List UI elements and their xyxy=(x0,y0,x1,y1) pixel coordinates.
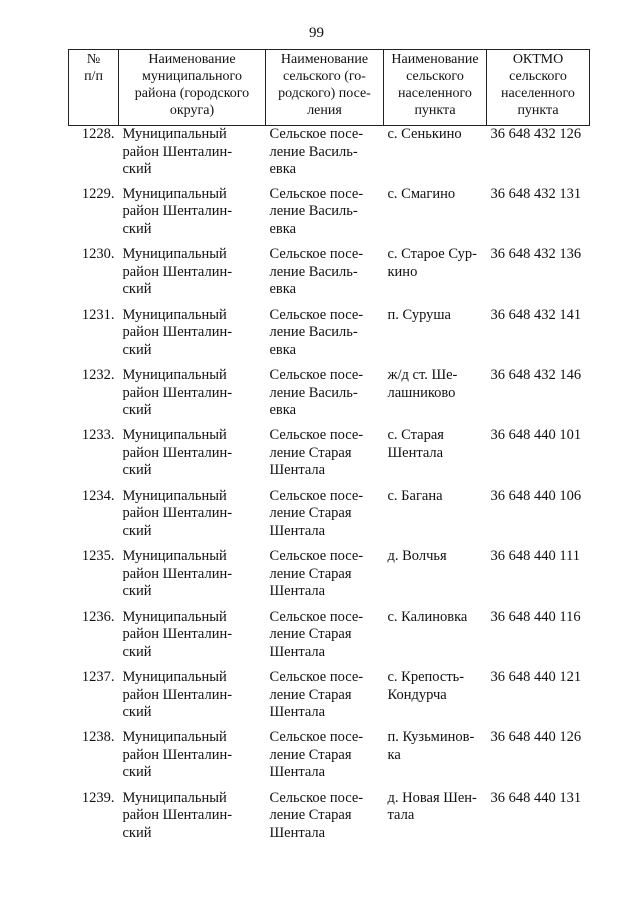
cell-line: район Шенталин- xyxy=(122,505,233,522)
cell-line: ский xyxy=(122,824,152,841)
header-locality xyxy=(384,50,487,126)
oktmo-cell: 36 648 432 131 xyxy=(490,185,582,202)
cell-line: Шентала xyxy=(269,824,326,841)
oktmo-cell: 36 648 432 136 xyxy=(490,246,582,263)
cell-line: ский xyxy=(122,764,152,781)
header-line: района (городского xyxy=(134,86,250,101)
district-cell xyxy=(119,126,266,186)
cell-line: район Шенталин- xyxy=(122,746,233,763)
cell-line: Муниципальный xyxy=(122,246,227,263)
header-line: Наименование xyxy=(280,52,369,67)
row-number: 1234. xyxy=(81,487,115,504)
header-line: ления xyxy=(307,103,342,118)
header-oktmo xyxy=(487,50,590,126)
settlement-cell xyxy=(266,246,384,306)
cell-line: Муниципальный xyxy=(122,789,227,806)
row-number: 1239. xyxy=(81,789,115,806)
row-number: 1238. xyxy=(81,729,115,746)
cell-line: с. Багана xyxy=(387,487,443,504)
row-number: 1231. xyxy=(81,306,115,323)
district-cell xyxy=(119,548,266,608)
district-cell xyxy=(119,669,266,729)
table-row xyxy=(69,307,590,367)
oktmo-cell: 36 648 440 101 xyxy=(490,427,582,444)
cell-line: Муниципальный xyxy=(122,548,227,565)
cell-line: ление Василь- xyxy=(269,143,358,160)
oktmo-cell: 36 648 432 146 xyxy=(490,367,582,384)
district-cell xyxy=(119,186,266,246)
locality-cell xyxy=(384,609,487,669)
row-number: 1229. xyxy=(81,185,115,202)
locality-cell xyxy=(384,669,487,729)
table-row xyxy=(69,729,590,789)
cell-line: ский xyxy=(122,220,152,237)
table-row xyxy=(69,427,590,487)
settlement-cell xyxy=(266,367,384,427)
locality-cell xyxy=(384,548,487,608)
district-cell xyxy=(119,427,266,487)
settlement-cell xyxy=(266,307,384,367)
table-row xyxy=(69,488,590,548)
header-line: муниципального xyxy=(142,69,242,84)
district-cell xyxy=(119,609,266,669)
cell-line: ление Старая xyxy=(269,807,352,824)
header-line: пункта xyxy=(414,103,456,118)
page-number: 99 xyxy=(309,25,324,41)
cell-line: ление Старая xyxy=(269,746,352,763)
district-cell xyxy=(119,367,266,427)
cell-line: район Шенталин- xyxy=(122,444,233,461)
cell-line: евка xyxy=(269,281,297,298)
cell-line: евка xyxy=(269,341,297,358)
settlement-cell xyxy=(266,186,384,246)
cell-line: Муниципальный xyxy=(122,427,227,444)
header-line: сельского xyxy=(406,69,464,84)
cell-line: Шентала xyxy=(269,643,326,660)
table-row xyxy=(69,186,590,246)
locality-cell xyxy=(384,126,487,186)
settlement-cell xyxy=(266,548,384,608)
cell-line: Шентала xyxy=(269,583,326,600)
table-row xyxy=(69,548,590,608)
header-line: сельского xyxy=(509,69,567,84)
header-settlement xyxy=(266,50,384,126)
cell-line: п. Кузьминов- xyxy=(387,729,475,746)
row-number: 1228. xyxy=(81,126,115,142)
table-row xyxy=(69,246,590,306)
cell-line: ский xyxy=(122,522,152,539)
locality-cell xyxy=(384,427,487,487)
cell-line: район Шенталин- xyxy=(122,384,233,401)
cell-line: Муниципальный xyxy=(122,367,227,384)
cell-line: ление Старая xyxy=(269,565,352,582)
cell-line: ление Старая xyxy=(269,505,352,522)
header-line: Наименование xyxy=(148,52,236,67)
settlement-cell xyxy=(266,427,384,487)
row-number: 1237. xyxy=(81,669,115,686)
header-num xyxy=(69,50,119,126)
oktmo-cell: 36 648 440 126 xyxy=(490,729,582,746)
locality-cell xyxy=(384,790,487,850)
cell-line: кино xyxy=(387,263,418,280)
cell-line: евка xyxy=(269,220,297,237)
cell-line: Муниципальный xyxy=(122,608,227,625)
header-district xyxy=(119,50,266,126)
oktmo-cell: 36 648 440 106 xyxy=(490,487,582,504)
district-cell xyxy=(119,729,266,789)
cell-line: ка xyxy=(387,746,401,763)
locality-cell xyxy=(384,729,487,789)
settlement-cell xyxy=(266,790,384,850)
cell-line: Сельское посе- xyxy=(269,789,364,806)
row-number: 1230. xyxy=(81,246,115,263)
cell-line: Сельское посе- xyxy=(269,427,364,444)
header-line: родского) посе- xyxy=(278,86,371,101)
cell-line: Сельское посе- xyxy=(269,608,364,625)
header-line: пункта xyxy=(517,103,559,118)
row-number: 1233. xyxy=(81,427,115,444)
header-line: сельского (го- xyxy=(283,69,366,84)
oktmo-cell: 36 648 440 131 xyxy=(490,789,582,806)
cell-line: ский xyxy=(122,643,152,660)
row-number: 1235. xyxy=(81,548,115,565)
locality-cell xyxy=(384,186,487,246)
cell-line: с. Сенькино xyxy=(387,126,462,142)
cell-line: район Шенталин- xyxy=(122,324,233,341)
cell-line: д. Новая Шен- xyxy=(387,789,477,806)
cell-line: ление Василь- xyxy=(269,263,358,280)
table-row xyxy=(69,669,590,729)
cell-line: ление Василь- xyxy=(269,324,358,341)
cell-line: район Шенталин- xyxy=(122,565,233,582)
table-row xyxy=(69,126,590,186)
cell-line: Муниципальный xyxy=(122,306,227,323)
table-row xyxy=(69,367,590,427)
cell-line: ский xyxy=(122,402,152,419)
settlement-cell xyxy=(266,609,384,669)
cell-line: ж/д ст. Ше- xyxy=(387,367,458,384)
settlement-cell xyxy=(266,729,384,789)
settlements-table xyxy=(68,49,590,850)
header-line: населенного xyxy=(398,86,472,101)
row-number: 1232. xyxy=(81,367,115,384)
oktmo-cell: 36 648 440 111 xyxy=(490,548,581,565)
cell-line: район Шенталин- xyxy=(122,203,233,220)
oktmo-cell: 36 648 440 116 xyxy=(490,608,581,625)
cell-line: с. Калиновка xyxy=(387,608,468,625)
cell-line: Шентала xyxy=(269,462,326,479)
cell-line: евка xyxy=(269,161,297,177)
district-cell xyxy=(119,488,266,548)
locality-cell xyxy=(384,307,487,367)
cell-line: Муниципальный xyxy=(122,729,227,746)
cell-line: с. Старая xyxy=(387,427,444,444)
cell-line: Сельское посе- xyxy=(269,669,364,686)
district-cell xyxy=(119,307,266,367)
locality-cell xyxy=(384,246,487,306)
cell-line: Сельское посе- xyxy=(269,126,364,142)
district-cell xyxy=(119,790,266,850)
header-line: населенного xyxy=(501,86,575,101)
cell-line: Сельское посе- xyxy=(269,185,364,202)
cell-line: район Шенталин- xyxy=(122,263,233,280)
table-body xyxy=(69,126,590,851)
locality-cell xyxy=(384,488,487,548)
cell-line: ление Старая xyxy=(269,626,352,643)
cell-line: ский xyxy=(122,704,152,721)
cell-line: ление Василь- xyxy=(269,384,358,401)
cell-line: Шентала xyxy=(269,522,326,539)
cell-line: п. Суруша xyxy=(387,306,451,323)
cell-line: тала xyxy=(387,807,415,824)
cell-line: д. Волчья xyxy=(387,548,447,565)
oktmo-cell: 36 648 440 121 xyxy=(490,669,582,686)
table-header xyxy=(69,50,590,126)
header-line: ОКТМО xyxy=(512,52,564,67)
cell-line: Сельское посе- xyxy=(269,487,364,504)
header-line: № xyxy=(86,52,101,67)
table-row xyxy=(69,790,590,850)
header-row xyxy=(69,50,590,126)
header-line: округа) xyxy=(169,103,215,118)
cell-line: с. Старое Сур- xyxy=(387,246,477,263)
cell-line: ский xyxy=(122,583,152,600)
district-cell xyxy=(119,246,266,306)
cell-line: ский xyxy=(122,341,152,358)
oktmo-cell: 36 648 432 141 xyxy=(490,306,582,323)
cell-line: район Шенталин- xyxy=(122,686,233,703)
header-line: Наименование xyxy=(391,52,479,67)
table-row xyxy=(69,609,590,669)
settlement-cell xyxy=(266,669,384,729)
cell-line: ление Старая xyxy=(269,686,352,703)
cell-line: Шентала xyxy=(269,704,326,721)
cell-line: Сельское посе- xyxy=(269,548,364,565)
header-line: п/п xyxy=(84,69,103,84)
cell-line: Сельское посе- xyxy=(269,306,364,323)
settlement-cell xyxy=(266,488,384,548)
cell-line: с. Крепость- xyxy=(387,669,465,686)
cell-line: с. Смагино xyxy=(387,185,456,202)
cell-line: Муниципальный xyxy=(122,487,227,504)
locality-cell xyxy=(384,367,487,427)
cell-line: Шентала xyxy=(387,444,444,461)
cell-line: район Шенталин- xyxy=(122,807,233,824)
cell-line: район Шенталин- xyxy=(122,143,233,160)
cell-line: Муниципальный xyxy=(122,669,227,686)
row-number: 1236. xyxy=(81,608,115,625)
cell-line: ский xyxy=(122,281,152,298)
cell-line: евка xyxy=(269,402,297,419)
cell-line: Шентала xyxy=(269,764,326,781)
cell-line: Сельское посе- xyxy=(269,729,364,746)
cell-line: Кондурча xyxy=(387,686,447,703)
cell-line: ление Василь- xyxy=(269,203,358,220)
settlement-cell xyxy=(266,126,384,186)
oktmo-cell: 36 648 432 126 xyxy=(490,126,582,142)
cell-line: ление Старая xyxy=(269,444,352,461)
cell-line: Муниципальный xyxy=(122,185,227,202)
cell-line: ский xyxy=(122,462,152,479)
cell-line: лашниково xyxy=(387,384,456,401)
cell-line: Муниципальный xyxy=(122,126,227,142)
cell-line: Сельское посе- xyxy=(269,367,364,384)
cell-line: ский xyxy=(122,161,152,177)
cell-line: район Шенталин- xyxy=(122,626,233,643)
cell-line: Сельское посе- xyxy=(269,246,364,263)
